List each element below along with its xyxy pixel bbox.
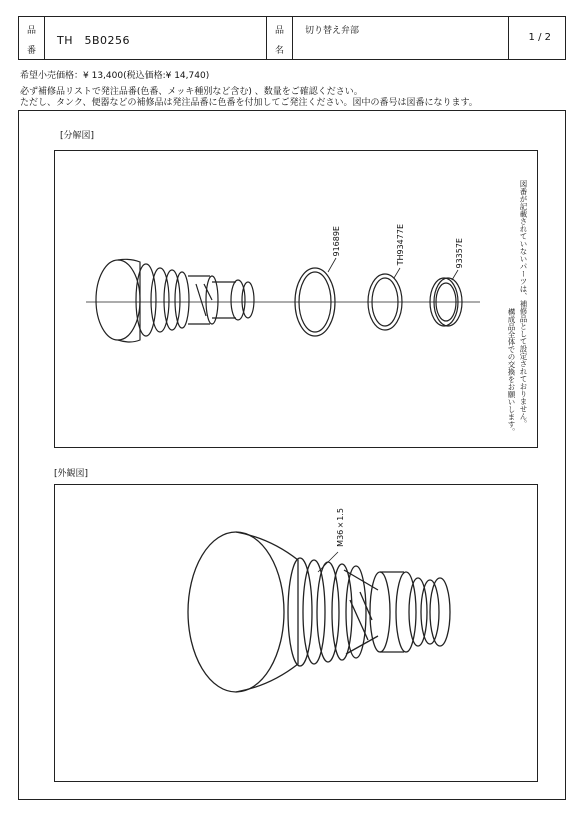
side-note-2: 構成品全体での交換をお願いします。 <box>507 308 516 436</box>
part-label-93357e: 93357E <box>455 238 464 269</box>
exploded-view-title: [分解図] <box>60 131 95 141</box>
product-number-label-bottom: 番 <box>27 46 37 56</box>
product-number-label-top: 品 <box>27 26 37 36</box>
product-name-label-bottom: 名 <box>275 46 285 56</box>
external-view-title: [外観図] <box>54 469 89 479</box>
notice-line-1: 必ず補修品リストで発注品番(色番、メッキ種別など含む) 、数量をご確認ください。 <box>20 87 363 97</box>
product-name: 切り替え弁部 <box>305 26 360 36</box>
page-indicator: 1 / 2 <box>528 32 551 43</box>
product-number: TH 5B0256 <box>57 34 131 47</box>
price-line: 希望小売価格：¥ 13,400(税込価格:¥ 14,740) <box>20 71 210 81</box>
notice-line-2: ただし、タンク、便器などの補修品は発注品番に色番を付加してご発注ください。図中の番号は図番になります。 <box>20 98 478 108</box>
thread-label: M36×1.5 <box>336 508 345 547</box>
side-note-1: 図番が記載されていないパーツは、補修品として設定されておりません。 <box>519 180 528 428</box>
part-label-th93477e: TH93477E <box>396 224 405 266</box>
part-label-91689e: 91689E <box>332 226 341 257</box>
product-name-label-top: 品 <box>275 26 285 36</box>
